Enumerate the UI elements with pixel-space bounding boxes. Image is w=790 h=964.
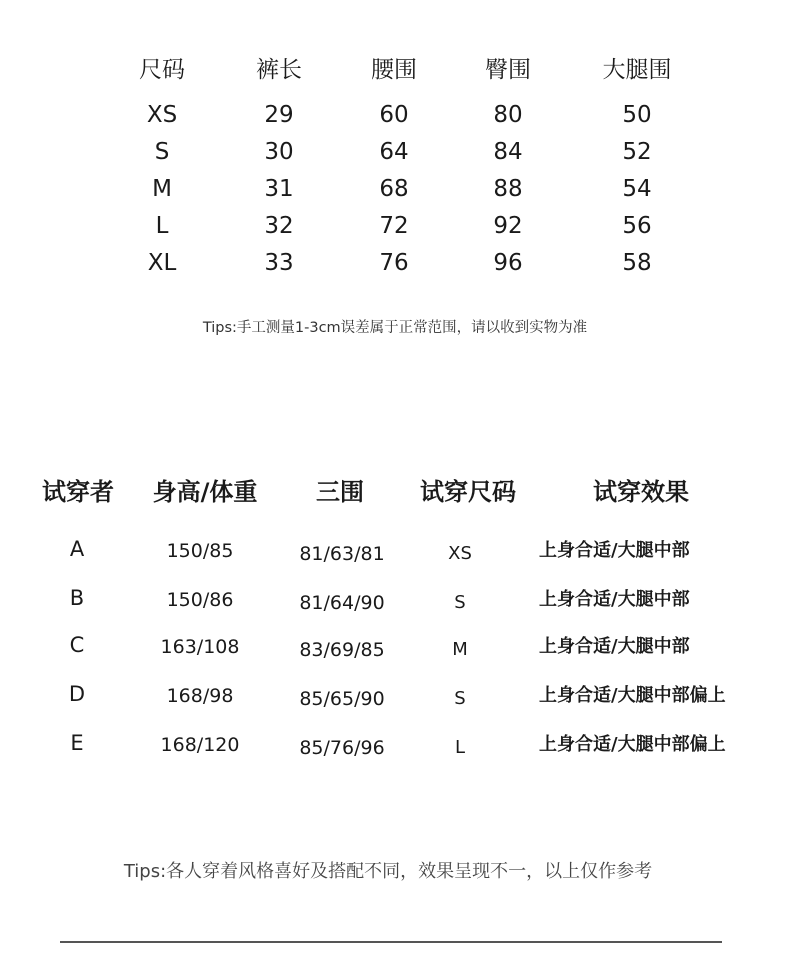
size-row-xs [0, 99, 790, 131]
size-chart-tips: Tips:手工测量1-3cm误差属于正常范围，请以收到实物为准 [202, 320, 588, 336]
size-cell: XS [146, 102, 178, 128]
tryon-cell: 85/65/90 [299, 688, 385, 710]
size-cell: 58 [622, 250, 652, 276]
size-cell: 30 [264, 139, 294, 165]
tryon-cell: S [454, 688, 466, 709]
tryon-cell: S [454, 592, 466, 613]
size-cell: 32 [264, 213, 294, 239]
tryon-cell: D [68, 682, 86, 706]
bottom-divider [60, 941, 722, 943]
tryon-header [0, 472, 790, 512]
tryon-cell: 168/98 [166, 685, 234, 707]
tryon-cell: 150/85 [166, 540, 234, 562]
size-cell: 50 [622, 102, 652, 128]
header-length: 裤长 [256, 57, 302, 83]
header-thigh: 大腿围 [602, 57, 672, 83]
tryon-cell: B [69, 586, 85, 610]
header-waist: 腰围 [371, 57, 417, 83]
tryon-cell: 上身合适/大腿中部 [539, 540, 690, 561]
tryon-cell: L [454, 737, 466, 758]
size-row-s [0, 136, 790, 168]
header-tester: 试穿者 [42, 478, 114, 506]
tryon-row-c [0, 630, 790, 660]
tryon-row-d [0, 679, 790, 709]
size-cell: S [154, 139, 170, 165]
size-cell: 88 [493, 176, 523, 202]
tryon-cell: 81/63/81 [299, 543, 385, 565]
header-measurements: 三围 [316, 478, 364, 506]
tryon-cell: 83/69/85 [299, 639, 385, 661]
size-cell: M [152, 176, 172, 202]
tryon-cell: 168/120 [160, 734, 240, 756]
tryon-cell: M [452, 639, 468, 660]
tryon-tips: Tips:各人穿着风格喜好及搭配不同，效果呈现不一，以上仅作参考 [123, 861, 653, 882]
tryon-cell: 上身合适/大腿中部 [539, 636, 690, 657]
size-cell: XL [147, 250, 177, 276]
tryon-cell: E [70, 731, 84, 755]
tryon-row-a [0, 534, 790, 564]
size-row-xl [0, 247, 790, 279]
header-height-weight: 身高/体重 [152, 478, 258, 506]
tryon-row-b [0, 583, 790, 613]
size-cell: 33 [264, 250, 294, 276]
tryon-cell: 上身合适/大腿中部偏上 [539, 685, 726, 706]
size-cell: 56 [622, 213, 652, 239]
tryon-cell: 上身合适/大腿中部偏上 [539, 734, 726, 755]
tryon-row-e [0, 728, 790, 758]
size-cell: 84 [493, 139, 523, 165]
size-chart-header [0, 54, 790, 86]
size-cell: 96 [493, 250, 523, 276]
tryon-cell: XS [448, 543, 472, 564]
size-cell: 54 [622, 176, 652, 202]
tryon-cell: C [69, 633, 85, 657]
tryon-cell: 150/86 [166, 589, 234, 611]
size-cell: 76 [379, 250, 409, 276]
size-cell: 68 [379, 176, 409, 202]
tryon-cell: 81/64/90 [299, 592, 385, 614]
size-cell: 31 [264, 176, 294, 202]
header-tryon-size: 试穿尺码 [420, 478, 516, 506]
size-cell: 72 [379, 213, 409, 239]
header-tryon-effect: 试穿效果 [593, 478, 689, 506]
tryon-cell: A [69, 537, 85, 561]
tryon-cell: 163/108 [160, 636, 240, 658]
size-row-l [0, 210, 790, 242]
header-size: 尺码 [139, 57, 185, 83]
size-row-m [0, 173, 790, 205]
size-cell: 29 [264, 102, 294, 128]
size-cell: 60 [379, 102, 409, 128]
header-hip: 臀围 [485, 57, 531, 83]
size-cell: 92 [493, 213, 523, 239]
size-cell: 52 [622, 139, 652, 165]
size-cell: L [155, 213, 169, 239]
tryon-cell: 上身合适/大腿中部 [539, 589, 690, 610]
tryon-cell: 85/76/96 [299, 737, 385, 759]
size-cell: 64 [379, 139, 409, 165]
size-cell: 80 [493, 102, 523, 128]
